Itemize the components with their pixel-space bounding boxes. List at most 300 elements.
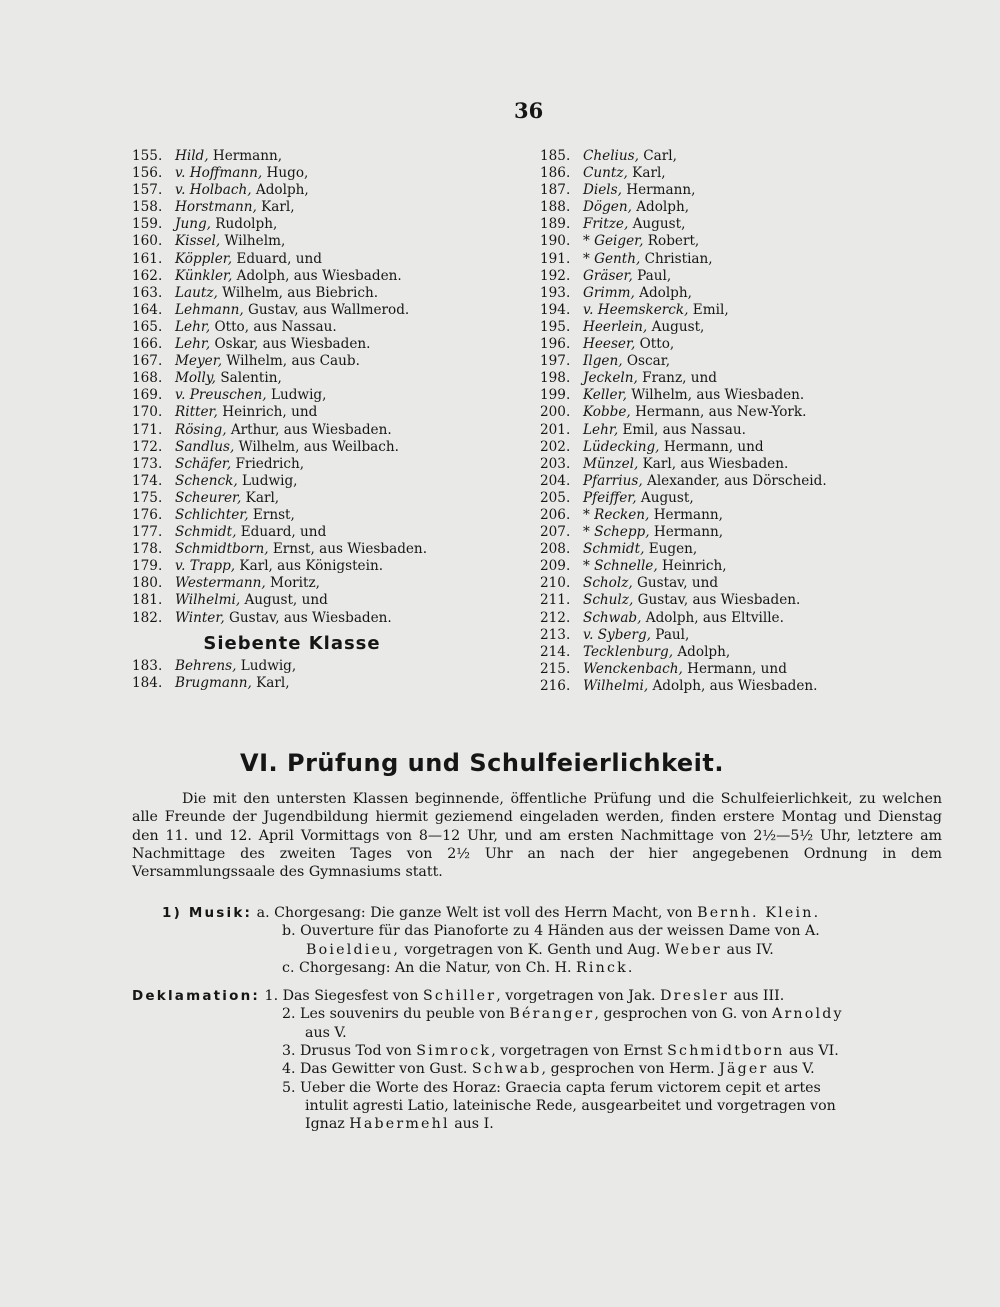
- item-number: 216.: [540, 677, 571, 694]
- item-surname: Molly,: [175, 370, 216, 387]
- item-surname: Brugmann,: [175, 674, 252, 691]
- list-item: [132, 675, 402, 692]
- dekl-2: [132, 1005, 952, 1023]
- item-number: 169.: [132, 387, 163, 404]
- item-surname: * Genth,: [583, 250, 641, 267]
- item-number: 168.: [132, 370, 163, 387]
- music-b-performer: Weber: [664, 941, 722, 958]
- music-b-composer: Boieldieu,: [306, 941, 401, 958]
- item-rest: Paul,: [650, 626, 690, 643]
- item-number: 179.: [132, 558, 163, 575]
- dekl-3-speaker: Schmidtborn: [667, 1043, 785, 1060]
- list-item: [540, 336, 870, 353]
- item-rest: Adolph,: [251, 182, 309, 199]
- item-rest: Adolph,: [673, 643, 731, 660]
- list-item: [540, 148, 870, 165]
- item-rest: Karl,: [256, 199, 295, 216]
- dekl-3-end: aus VI.: [784, 1043, 839, 1060]
- music-a-composer: Bernh. Klein.: [697, 905, 821, 921]
- item-surname: Ritter,: [175, 404, 218, 421]
- item-rest: Karl, aus Königstein.: [235, 558, 384, 575]
- item-number: 164.: [132, 301, 163, 318]
- item-surname: Scholz,: [583, 575, 633, 592]
- item-surname: Sandlus,: [175, 438, 235, 455]
- item-number: 206.: [540, 506, 571, 523]
- list-item: [132, 558, 402, 575]
- list-item: [132, 524, 402, 541]
- list-item: [132, 148, 402, 165]
- item-rest: Gustav, aus Wiesbaden.: [224, 609, 392, 626]
- list-item: [132, 541, 428, 558]
- item-number: 199.: [540, 387, 571, 404]
- item-rest: Hermann, und: [682, 660, 787, 677]
- item-surname: * Recken,: [583, 506, 650, 523]
- music-c: [132, 959, 952, 977]
- item-surname: v. Hoffmann,: [175, 165, 263, 182]
- item-surname: * Schnelle,: [583, 558, 658, 575]
- list-item: [540, 387, 870, 404]
- item-number: 193.: [540, 284, 571, 301]
- item-number: 182.: [132, 609, 163, 626]
- dekl-3: [132, 1042, 952, 1060]
- item-rest: Adolph, aus Eltville.: [641, 609, 784, 626]
- item-rest: Arthur, aus Wiesbaden.: [226, 421, 392, 438]
- music-label: 1) Musik:: [162, 905, 253, 921]
- music-b-initial: A.: [805, 923, 820, 940]
- item-number: 191.: [540, 250, 571, 267]
- item-number: 192.: [540, 267, 571, 284]
- item-number: 175.: [132, 489, 163, 506]
- item-surname: Diels,: [583, 182, 622, 199]
- item-number: 167.: [132, 353, 163, 370]
- item-rest: Wilhelm, aus Caub.: [222, 353, 360, 370]
- dekl-2-mid: , gesprochen von G. von: [594, 1006, 772, 1023]
- item-rest: Alexander, aus Dörscheid.: [642, 472, 827, 489]
- item-surname: Jeckeln,: [583, 370, 638, 387]
- item-surname: v. Preuschen,: [175, 387, 267, 404]
- item-number: 211.: [540, 592, 571, 609]
- item-surname: Heeser,: [583, 336, 636, 353]
- list-item: [132, 301, 410, 319]
- item-number: 157.: [132, 182, 163, 199]
- item-number: 198.: [540, 370, 571, 387]
- dekl-1-mid: , vorgetragen von Jak.: [496, 988, 661, 1005]
- item-number: 161.: [132, 250, 163, 267]
- list-item: [132, 456, 402, 473]
- item-rest: August,: [628, 216, 686, 233]
- list-item: [540, 370, 870, 387]
- dekl-5-end: aus I.: [449, 1116, 494, 1133]
- item-number: 186.: [540, 165, 571, 182]
- item-surname: Lüdecking,: [583, 438, 660, 455]
- item-rest: Friedrich,: [231, 455, 305, 472]
- item-surname: Schenck,: [175, 472, 238, 489]
- item-rest: Robert,: [643, 233, 700, 250]
- item-surname: Schmidt,: [175, 524, 237, 541]
- list-item: [132, 268, 402, 285]
- item-surname: Westermann,: [175, 575, 266, 592]
- dekl-1-speaker: Dresler: [660, 988, 730, 1005]
- item-number: 213.: [540, 626, 571, 643]
- item-number: 184.: [132, 674, 163, 691]
- item-number: 160.: [132, 233, 163, 250]
- item-rest: Otto, aus Nassau.: [210, 318, 337, 335]
- dekl-2-text: 2. Les souvenirs du peuble von: [282, 1006, 510, 1023]
- item-rest: Wilhelm, aus Weilbach.: [234, 438, 399, 455]
- item-number: 173.: [132, 455, 163, 472]
- dekl-1-author: Schiller: [422, 988, 497, 1005]
- student-list-left: [132, 148, 428, 692]
- list-item: [132, 370, 402, 387]
- list-item: [540, 302, 870, 319]
- item-rest: Eduard, und: [232, 250, 322, 267]
- item-rest: Karl,: [627, 165, 666, 182]
- item-number: 201.: [540, 421, 571, 438]
- item-rest: Hugo,: [262, 165, 309, 182]
- item-number: 166.: [132, 336, 163, 353]
- item-surname: Heerlein,: [583, 318, 648, 335]
- list-item: [132, 575, 402, 592]
- item-rest: Hermann,: [649, 524, 724, 541]
- list-item: [540, 627, 870, 644]
- list-item: [540, 285, 870, 302]
- list-item: [540, 404, 870, 421]
- list-item: [540, 199, 870, 216]
- item-rest: Hermann,: [649, 506, 723, 523]
- music-b-text2: vorgetragen von K. Genth und Aug.: [400, 941, 665, 958]
- item-surname: Horstmann,: [175, 199, 257, 216]
- list-item: [132, 473, 402, 490]
- list-item: [132, 490, 402, 507]
- dekl-4-speaker: Jäger: [719, 1061, 769, 1078]
- item-surname: Chelius,: [583, 148, 639, 164]
- list-item: [132, 199, 402, 216]
- item-number: 202.: [540, 438, 571, 455]
- list-item: [132, 610, 402, 627]
- item-surname: Grimm,: [583, 284, 635, 301]
- item-rest: Adolph, aus Wiesbaden.: [648, 677, 818, 694]
- program: [132, 904, 952, 1134]
- item-surname: Pfarrius,: [583, 472, 643, 489]
- item-surname: v. Syberg,: [583, 626, 651, 643]
- item-number: 189.: [540, 216, 571, 233]
- item-rest: Gustav, und: [632, 575, 719, 592]
- item-surname: Schmidtborn,: [175, 541, 269, 558]
- item-number: 195.: [540, 318, 571, 335]
- item-rest: Heinrich,: [657, 558, 727, 575]
- item-rest: Wilhelm, aus Biebrich.: [217, 284, 379, 301]
- item-rest: Rudolph,: [210, 216, 278, 233]
- dekl-label: Deklamation:: [132, 988, 261, 1005]
- item-surname: v. Holbach,: [175, 182, 252, 199]
- item-surname: Künkler,: [175, 267, 233, 284]
- item-rest: Hermann, aus New-York.: [630, 404, 807, 421]
- item-rest: Adolph,: [634, 284, 692, 301]
- item-rest: Hermann,: [621, 182, 696, 199]
- item-rest: Franz, und: [637, 370, 717, 387]
- item-rest: Wilhelm,: [220, 233, 286, 250]
- list-item: [540, 473, 870, 490]
- dekl-5-3: [132, 1115, 952, 1133]
- item-number: 212.: [540, 609, 571, 626]
- item-rest: Gustav, aus Wiesbaden.: [633, 592, 801, 609]
- item-number: 176.: [132, 506, 163, 523]
- dekl-2-cont: aus V.: [305, 1024, 347, 1041]
- list-item: [132, 658, 402, 675]
- music-b-end: aus IV.: [722, 941, 774, 958]
- item-number: 208.: [540, 541, 571, 558]
- item-number: 170.: [132, 404, 163, 421]
- item-surname: Schulz,: [583, 592, 634, 609]
- dekl-4-text: 4. Das Gewitter von Gust.: [282, 1061, 472, 1078]
- item-rest: Karl, aus Wiesbaden.: [638, 455, 789, 472]
- music-c-composer: Rinck.: [576, 959, 635, 976]
- item-number: 197.: [540, 353, 571, 370]
- item-surname: Cuntz,: [583, 165, 628, 182]
- dekl-3-mid: , vorgetragen von Ernst: [491, 1043, 668, 1060]
- music-b-text: b. Ouverture für das Pianoforte zu 4 Händen aus der weissen Dame von: [282, 923, 805, 940]
- item-number: 188.: [540, 199, 571, 216]
- item-surname: Rösing,: [175, 421, 227, 438]
- dekl-4-author: Schwab: [471, 1061, 542, 1078]
- item-rest: Emil,: [688, 301, 729, 318]
- list-item: [540, 575, 870, 592]
- list-item: [540, 507, 870, 524]
- item-rest: Paul,: [632, 267, 672, 284]
- list-item: [540, 422, 870, 439]
- item-number: 196.: [540, 336, 571, 353]
- list-item: [132, 404, 402, 421]
- item-surname: Münzel,: [583, 455, 639, 472]
- item-number: 203.: [540, 455, 571, 472]
- list-item: [132, 439, 402, 456]
- dekl-3-author: Simrock: [416, 1043, 492, 1060]
- dekl-2-speaker: Arnoldy: [772, 1006, 844, 1023]
- item-rest: August,: [647, 318, 705, 335]
- item-number: 185.: [540, 148, 571, 164]
- item-number: 156.: [132, 165, 163, 182]
- dekl-5-speaker: Habermehl: [349, 1116, 450, 1133]
- item-surname: Köppler,: [175, 250, 233, 267]
- item-surname: Kobbe,: [583, 404, 631, 421]
- item-rest: August,: [636, 489, 694, 506]
- item-number: 171.: [132, 421, 163, 438]
- item-rest: Oscar,: [622, 353, 671, 370]
- list-item: [132, 592, 402, 609]
- item-number: 180.: [132, 575, 163, 592]
- item-surname: Pfeiffer,: [583, 489, 637, 506]
- item-number: 210.: [540, 575, 571, 592]
- item-surname: Schäfer,: [175, 455, 232, 472]
- item-rest: Adolph, aus Wiesbaden.: [232, 267, 402, 284]
- list-item: [540, 182, 870, 199]
- list-item: [132, 285, 402, 302]
- item-number: 190.: [540, 233, 571, 250]
- item-surname: Lehmann,: [175, 301, 244, 318]
- dekl-5-prefix: Ignaz: [305, 1116, 350, 1133]
- item-number: 204.: [540, 472, 571, 489]
- page-number: 36: [514, 98, 544, 123]
- student-list-siebente: [132, 658, 402, 692]
- item-number: 172.: [132, 438, 163, 455]
- intro-paragraph: [132, 790, 942, 881]
- list-item: [132, 319, 402, 336]
- list-item: [132, 336, 402, 353]
- item-number: 214.: [540, 643, 571, 660]
- item-rest: Ludwig,: [236, 657, 297, 674]
- dekl-2-author: Béranger: [509, 1006, 595, 1023]
- music-b-2: [132, 941, 952, 959]
- item-number: 205.: [540, 489, 571, 506]
- item-surname: Dögen,: [583, 199, 632, 216]
- list-item: [132, 233, 402, 250]
- dekl-5-1: 5. Ueber die Worte des Horaz: Graecia capta ferum victorem cepit et artes: [282, 1079, 821, 1096]
- list-item: [540, 490, 870, 507]
- item-number: 174.: [132, 472, 163, 489]
- list-item: [540, 165, 870, 182]
- student-list-right: [540, 148, 870, 695]
- list-item: [132, 182, 402, 199]
- list-item: [132, 353, 402, 370]
- list-item: [540, 216, 870, 233]
- item-number: 158.: [132, 199, 163, 216]
- item-number: 200.: [540, 404, 571, 421]
- item-surname: Scheurer,: [175, 489, 242, 506]
- item-surname: Hild,: [175, 148, 209, 164]
- dekl-4: [132, 1060, 952, 1078]
- item-surname: Lehr,: [175, 336, 211, 353]
- item-rest: Ludwig,: [266, 387, 327, 404]
- item-rest: Ernst, aus Wiesbaden.: [268, 541, 428, 558]
- item-number: 162.: [132, 267, 163, 284]
- list-item: [540, 319, 870, 336]
- dekl-4-end: aus V.: [768, 1061, 815, 1078]
- dekl-3-text: 3. Drusus Tod von: [282, 1043, 417, 1060]
- item-surname: Jung,: [175, 216, 211, 233]
- item-number: 165.: [132, 318, 163, 335]
- dekl-1-text: 1. Das Siegesfest von: [264, 988, 423, 1005]
- student-list-continued: [540, 148, 870, 695]
- item-number: 159.: [132, 216, 163, 233]
- dekl-1: [132, 977, 952, 1005]
- item-rest: Emil, aus Nassau.: [618, 421, 746, 438]
- list-item: [540, 661, 870, 678]
- item-surname: Schmidt,: [583, 541, 645, 558]
- item-number: 178.: [132, 541, 163, 558]
- item-surname: Fritze,: [583, 216, 629, 233]
- item-surname: Kissel,: [175, 233, 221, 250]
- list-item: [540, 439, 870, 456]
- item-number: 187.: [540, 182, 571, 199]
- music-b-1: [132, 922, 952, 940]
- music-c-text: c. Chorgesang: An die Natur, von Ch. H.: [282, 959, 576, 976]
- list-item: [132, 216, 402, 233]
- list-item: [132, 422, 402, 439]
- item-rest: Salentin,: [216, 370, 282, 387]
- klasse-heading: Siebente Klasse: [203, 632, 381, 654]
- item-surname: Keller,: [583, 387, 627, 404]
- item-number: 177.: [132, 524, 163, 541]
- dekl-4-mid: , gesprochen von Herm.: [541, 1061, 720, 1078]
- item-rest: Karl,: [241, 489, 280, 506]
- item-rest: Eduard, und: [236, 524, 327, 541]
- list-item: [540, 610, 870, 627]
- list-item: [132, 165, 402, 182]
- item-number: 181.: [132, 592, 163, 609]
- list-item: [540, 678, 870, 695]
- section-title: VI. Prüfung und Schulfeierlichkeit.: [240, 749, 724, 777]
- dekl-1-end: aus III.: [729, 988, 785, 1005]
- item-surname: Wenckenbach,: [583, 660, 683, 677]
- item-surname: v. Trapp,: [175, 558, 236, 575]
- item-rest: Christian,: [640, 250, 713, 267]
- item-surname: Tecklenburg,: [583, 643, 674, 660]
- item-number: 183.: [132, 657, 163, 674]
- item-rest: Carl,: [638, 148, 677, 164]
- item-number: 215.: [540, 660, 571, 677]
- dekl-5-2: intulit agresti Latio, lateinische Rede, ausgearbeitet und vorgetragen von: [305, 1097, 836, 1114]
- list-item: [540, 644, 870, 661]
- item-rest: Eugen,: [644, 541, 698, 558]
- list-item: [540, 233, 870, 250]
- list-item: [540, 268, 870, 285]
- list-item: [540, 524, 870, 541]
- list-item: [540, 541, 870, 558]
- item-number: 194.: [540, 301, 571, 318]
- item-rest: Wilhelm, aus Wiesbaden.: [626, 387, 805, 404]
- item-surname: Winter,: [175, 609, 225, 626]
- item-surname: Schlichter,: [175, 506, 249, 523]
- list-item: [540, 558, 870, 575]
- item-rest: Moritz,: [265, 575, 320, 592]
- list-item: [540, 251, 870, 268]
- list-item: [132, 387, 402, 404]
- item-surname: Schwab,: [583, 609, 642, 626]
- item-number: 155.: [132, 148, 163, 164]
- item-rest: Ernst,: [248, 506, 295, 523]
- item-surname: Lautz,: [175, 284, 218, 301]
- student-list-sechste: [132, 148, 428, 627]
- item-rest: Hermann, und: [659, 438, 764, 455]
- item-surname: Wilhelmi,: [583, 677, 649, 694]
- item-surname: Meyer,: [175, 353, 223, 370]
- item-surname: * Geiger,: [583, 233, 644, 250]
- list-item: [132, 251, 402, 268]
- item-surname: Lehr,: [583, 421, 619, 438]
- item-rest: Oskar, aus Wiesbaden.: [210, 336, 371, 353]
- item-rest: August, und: [240, 592, 328, 609]
- item-surname: Gräser,: [583, 267, 633, 284]
- item-number: 207.: [540, 524, 571, 541]
- music-a-text: a. Chorgesang: Die ganze Welt ist voll des Herrn Macht, von: [256, 905, 698, 921]
- list-item: [540, 592, 870, 609]
- item-surname: Ilgen,: [583, 353, 623, 370]
- item-rest: Gustav, aus Wallmerod.: [243, 301, 410, 318]
- list-item: [540, 353, 870, 370]
- item-number: 163.: [132, 284, 163, 301]
- item-surname: * Schepp,: [583, 524, 650, 541]
- item-rest: Ludwig,: [237, 472, 298, 489]
- item-surname: Behrens,: [175, 657, 237, 674]
- item-rest: Hermann,: [208, 148, 283, 164]
- intro-text: Die mit den untersten Klassen beginnende, öffentliche Prüfung und die Schulfeierlichkeit, zu welchen alle Freunde der Jugendbildung hiermit geziemend eingeladen werden, finden erstere Montag und Dienstag den 11. und 12. April Vormittags von 8—12 Uhr, und am ersten Nachmittage von 2½—5½ Uhr, letztere am Nachmittage des zweiten Tages von 2½ Uhr an nach der hier angegebenen Ordnung in dem Versammlungssaale des Gymnasiums statt.: [132, 791, 942, 881]
- item-surname: v. Heemskerck,: [583, 301, 689, 318]
- item-rest: Adolph,: [631, 199, 690, 216]
- item-rest: Otto,: [635, 336, 675, 353]
- item-rest: Karl,: [251, 674, 290, 691]
- list-item: [132, 507, 402, 524]
- item-rest: Heinrich, und: [217, 404, 318, 421]
